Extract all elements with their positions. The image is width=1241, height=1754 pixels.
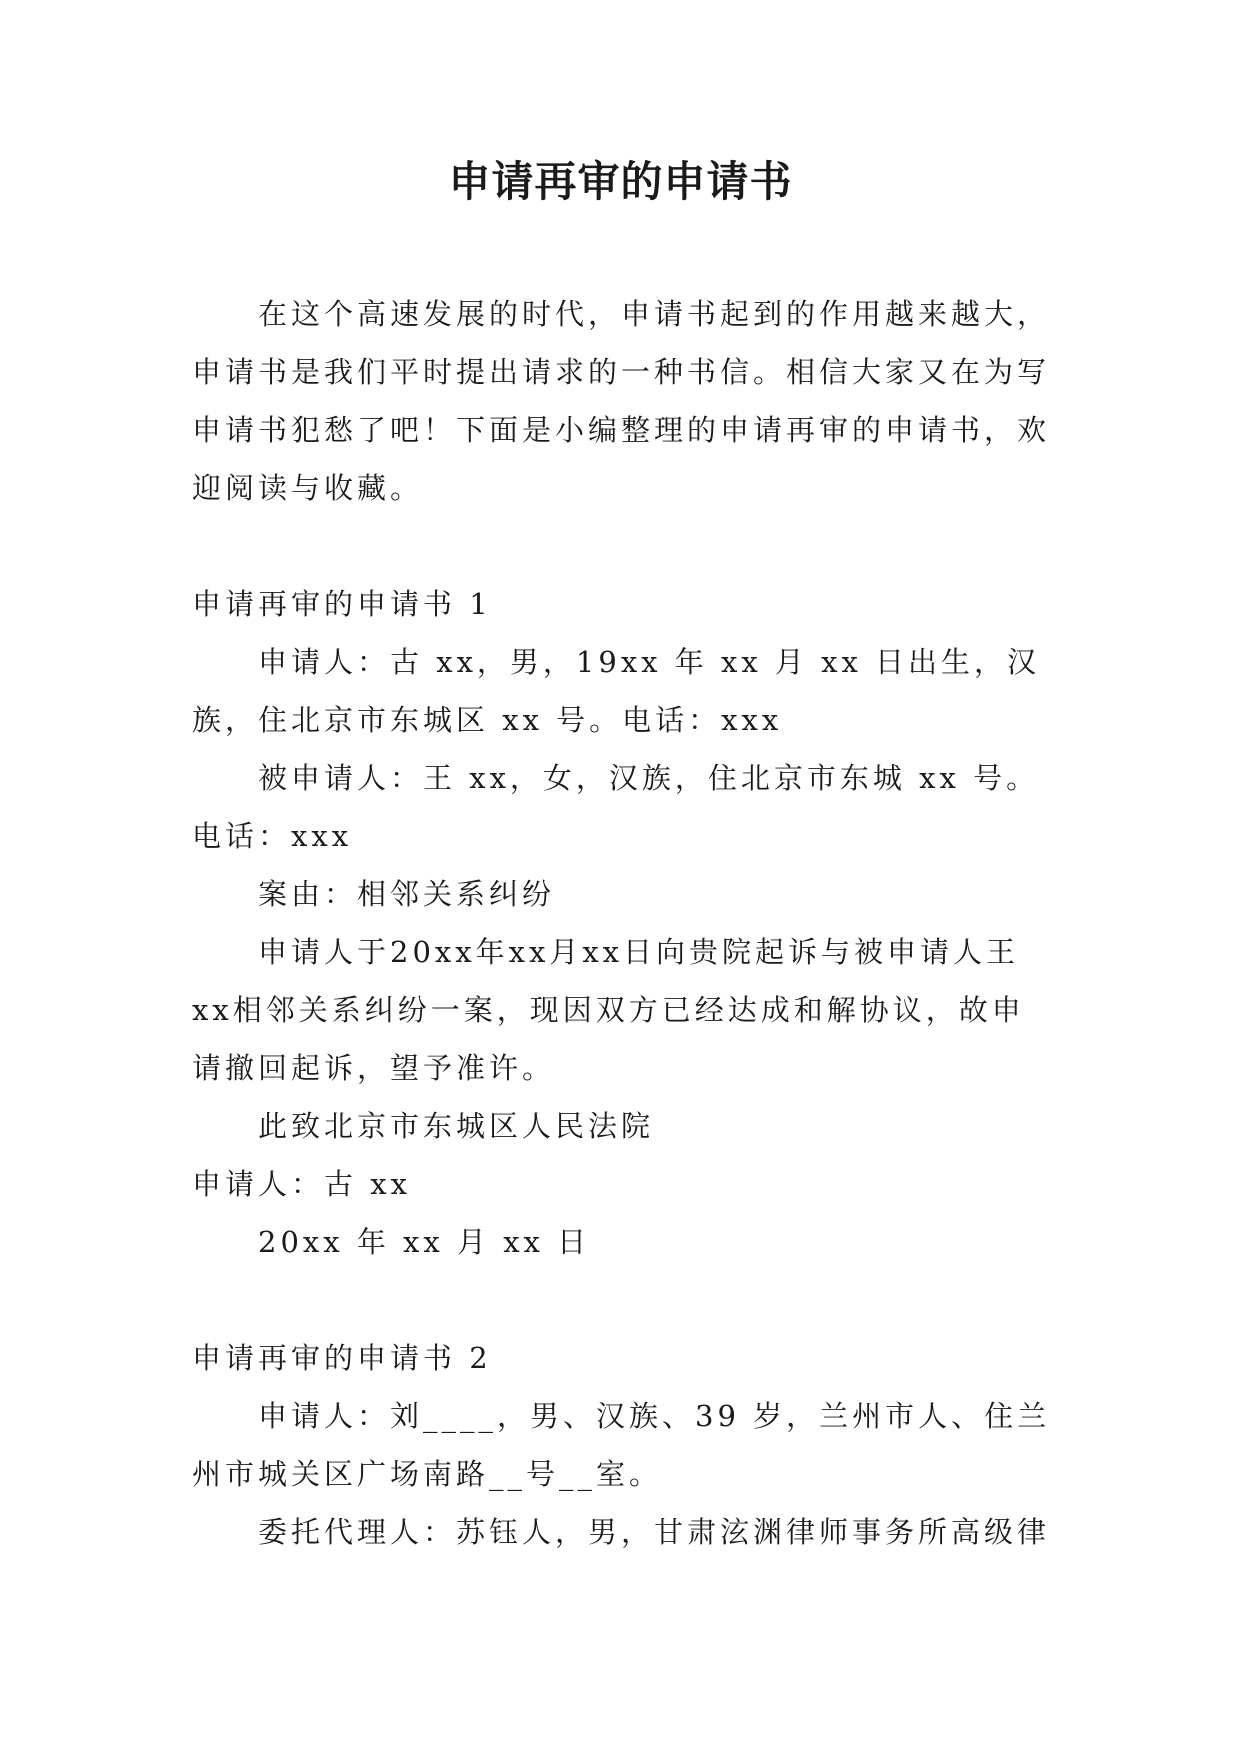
section1-signature: 申请人：古 xx [192,1167,411,1201]
section2-heading: 申请再审的申请书 2 [192,1341,492,1375]
section2-applicant: 申请人：刘____，男、汉族、39 岁，兰州市人、住兰州市城关区广场南路__号__室。 [192,1399,1051,1491]
section1-salutation: 此致北京市东城区人民法院 [258,1109,655,1143]
spacer [192,517,1057,575]
document-body [192,285,1057,1561]
section1-cause: 案由：相邻关系纠纷 [258,877,556,911]
section1-applicant: 申请人：古 xx，男，19xx 年 xx 月 xx 日出生，汉族，住北京市东城区 xx 号。电话：xxx [192,645,1041,737]
section1-body: 申请人于20xx年xx月xx日向贵院起诉与被申请人王xx相邻关系纠纷一案，现因双方已经达成和解协议，故申请撤回起诉，望予准许。 [192,935,1025,1085]
document-title: 申请再审的申请书 [448,157,793,206]
spacer [192,1271,1057,1329]
section1-heading: 申请再审的申请书 1 [192,587,492,621]
section1-date: 20xx 年 xx 月 xx 日 [258,1225,591,1259]
intro-paragraph: 在这个高速发展的时代，申请书起到的作用越来越大，申请书是我们平时提出请求的一种书信。相信大家又在为写申请书犯愁了吧！下面是小编整理的申请再审的申请书，欢迎阅读与收藏。 [192,297,1051,505]
section2-agent: 委托代理人：苏钰人，男，甘肃泫渊律师事务所高级律 [258,1515,1051,1549]
section1-respondent: 被申请人：王 xx，女，汉族，住北京市东城 xx 号。电话：xxx [192,761,1040,853]
